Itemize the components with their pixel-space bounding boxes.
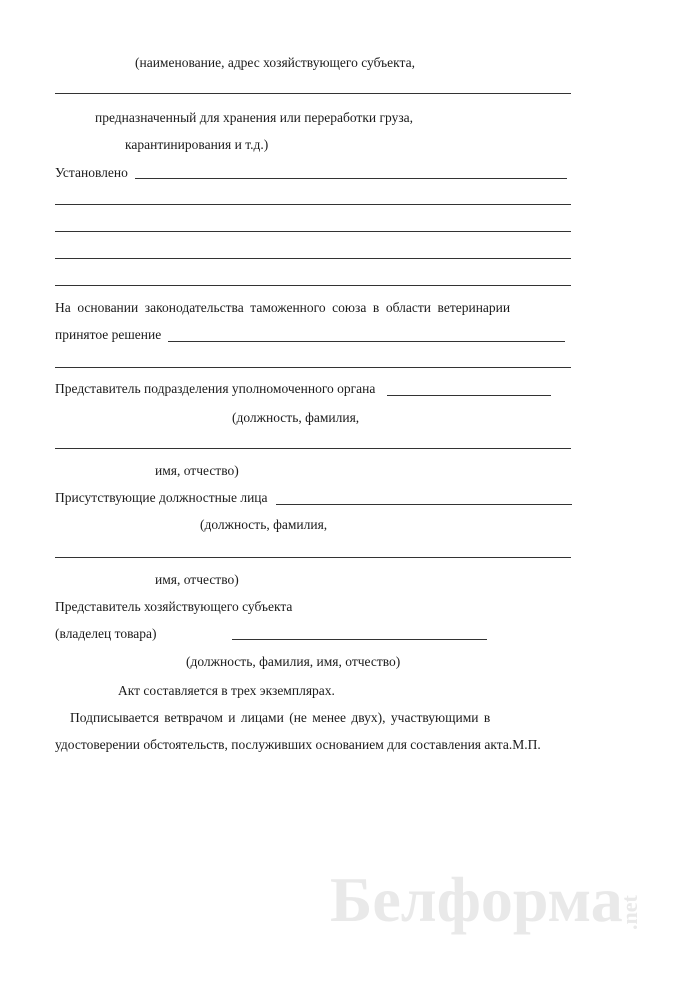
watermark-brand: Белформа — [330, 864, 623, 935]
basis-text: На основании законодательства таможенного союза в области ветеринарии — [55, 300, 511, 315]
entity-representative-label: Представитель хозяйствующего субъекта — [55, 599, 293, 614]
established-blank-line-3[interactable] — [55, 231, 571, 232]
decision-label: принятое решение — [55, 327, 162, 342]
established-blank[interactable] — [135, 178, 567, 179]
representative-label: Представитель подразделения уполномоченного органа — [55, 381, 376, 396]
signature-note-line-1: Подписывается ветврачом и лицами (не менее двух), участвующими в — [70, 710, 491, 725]
decision-blank[interactable] — [168, 341, 565, 342]
name-caption: (наименование, адрес хозяйствующего субъекта, — [135, 55, 415, 70]
decision-blank-line-2[interactable] — [55, 367, 571, 368]
owner-blank[interactable] — [232, 639, 487, 640]
full-name-caption: (должность, фамилия, имя, отчество) — [186, 654, 401, 669]
purpose-caption-1: предназначенный для хранения или переработки груза, — [95, 110, 414, 125]
purpose-caption-2: карантинирования и т.д.) — [125, 137, 269, 152]
first-middle-caption-2: имя, отчество) — [155, 572, 239, 587]
belforma-watermark — [330, 865, 623, 935]
signature-note-line-2: удостоверении обстоятельств, послуживших основанием для составления акта.М.П. — [55, 737, 541, 752]
officials-blank[interactable] — [276, 504, 572, 505]
watermark-suffix-text: .net — [617, 895, 642, 930]
position-name-caption-2: (должность, фамилия, — [200, 517, 328, 532]
established-label: Установлено — [55, 165, 128, 180]
established-blank-line-4[interactable] — [55, 258, 571, 259]
established-blank-line-5[interactable] — [55, 285, 571, 286]
officials-label: Присутствующие должностные лица — [55, 490, 268, 505]
entity-name-blank[interactable] — [55, 93, 571, 94]
first-middle-caption-1: имя, отчество) — [155, 463, 239, 478]
representative-blank[interactable] — [387, 395, 551, 396]
established-blank-line-2[interactable] — [55, 204, 571, 205]
owner-label: (владелец товара) — [55, 626, 157, 641]
copies-note: Акт составляется в трех экземплярах. — [118, 683, 335, 698]
position-name-caption-1: (должность, фамилия, — [232, 410, 360, 425]
officials-blank-line-2[interactable] — [55, 557, 571, 558]
watermark-suffix — [618, 895, 642, 930]
representative-blank-line-2[interactable] — [55, 448, 571, 449]
